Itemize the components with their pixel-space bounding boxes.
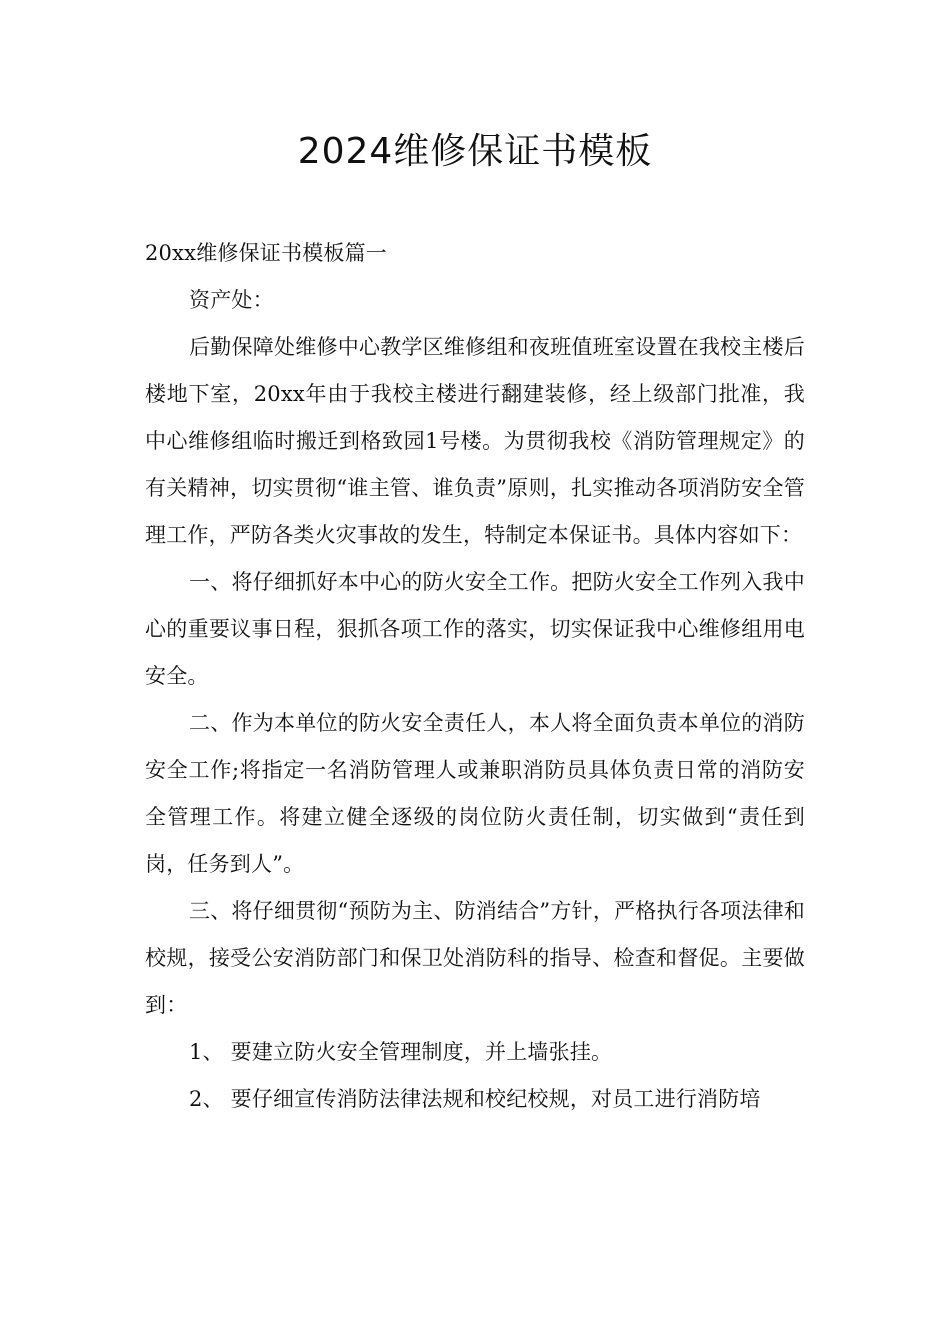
section-heading: 20xx维修保证书模板篇一 — [145, 241, 388, 265]
salutation: 资产处： — [189, 288, 274, 312]
paragraph-item-1: 一、将仔细抓好本中心的防火安全工作。把防火安全工作列入我中心的重要议事日程，狠抓各项工作的落实，切实保证我中心维修组用电安全。 — [145, 570, 805, 688]
list-item: 1、 要建立防火安全管理制度，并上墙张挂。 — [189, 1040, 613, 1064]
list-item: 2、 要仔细宣传消防法律法规和校纪校规，对员工进行消防培 — [189, 1087, 761, 1111]
paragraph-intro: 后勤保障处维修中心教学区维修组和夜班值班室设置在我校主楼后楼地下室，20xx年由于我校主楼进行翻建装修，经上级部门批准，我中心维修组临时搬迁到格致园1号楼。为贯彻我校《消防管理规定》的有关精神，切实贯彻“谁主管、谁负责”原则，扎实推动各项消防安全管理工作，严防各类火灾事故的发生，特制定本保证书。具体内容如下： — [145, 335, 805, 547]
document-title: 2024维修保证书模板 — [297, 131, 653, 172]
document-body — [145, 230, 805, 1123]
paragraph-item-2: 二、作为本单位的防火安全责任人，本人将全面负责本单位的消防安全工作;将指定一名消防管理人或兼职消防员具体负责日常的消防安全管理工作。将建立健全逐级的岗位防火责任制，切实做到“责任到岗，任务到人”。 — [145, 711, 805, 876]
paragraph-item-3: 三、将仔细贯彻“预防为主、防消结合”方针，严格执行各项法律和校规，接受公安消防部门和保卫处消防科的指导、检查和督促。主要做到： — [145, 899, 805, 1017]
